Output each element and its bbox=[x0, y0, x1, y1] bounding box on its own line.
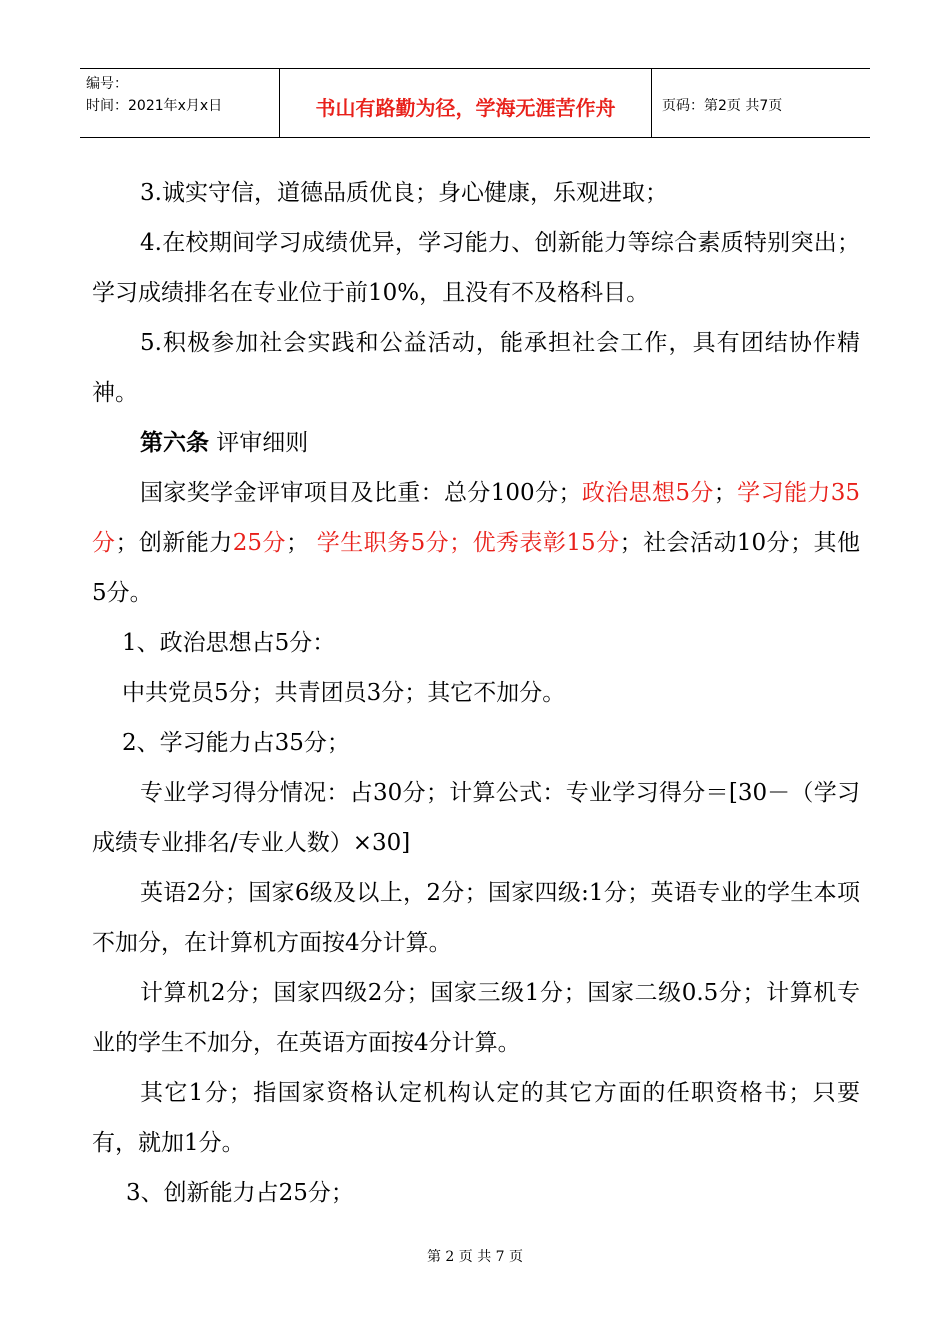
weight-learning: 学习能力35分 bbox=[92, 480, 860, 556]
document-body bbox=[92, 168, 860, 1218]
number-label: 编号： bbox=[86, 76, 128, 92]
weights-intro: 国家奖学金评审项目及比重：总分100分； bbox=[140, 480, 582, 506]
time-label: 时间：2021年x月x日 bbox=[86, 98, 223, 114]
paragraph-computer: 计算机2分；国家四级2分；国家三级1分；国家二级0.5分；计算机专业的学生不加分，在英语方面按4分计算。 bbox=[92, 980, 860, 1056]
paragraph-english: 英语2分；国家6级及以上，2分；国家四级:1分；英语专业的学生本项不加分，在计算机方面按4分计算。 bbox=[92, 880, 860, 956]
paragraph-major-score: 专业学习得分情况：占30分；计算公式：专业学习得分＝[30－（学习成绩专业排名/专业人数）×30] bbox=[92, 780, 860, 856]
paragraph-learning-heading: 2、学习能力占35分； bbox=[122, 730, 350, 756]
weight-innovation: 25分 bbox=[232, 530, 286, 556]
paragraph-politics-detail: 中共党员5分；共青团员3分；其它不加分。 bbox=[122, 680, 566, 706]
weights-sep-1: ； bbox=[713, 480, 737, 506]
page-footer: 第 2 页 共 7 页 bbox=[426, 1249, 524, 1265]
paragraph-innovation-heading: 3、创新能力占25分； bbox=[126, 1180, 354, 1206]
article-subtitle: 评审细则 bbox=[209, 430, 309, 456]
header-page-code: 页码：第2页 共7页 bbox=[662, 98, 783, 114]
paragraph-other-cert: 其它1分；指国家资格认定机构认定的其它方面的任职资格书；只要有，就加1分。 bbox=[92, 1080, 860, 1156]
paragraph-criterion-5: 5.积极参加社会实践和公益活动，能承担社会工作，具有团结协作精神。 bbox=[92, 330, 860, 406]
paragraph-criterion-3: 3.诚实守信，道德品质优良；身心健康，乐观进取； bbox=[140, 180, 668, 206]
weights-innovation-label: ；创新能力 bbox=[115, 530, 233, 556]
weights-rest: ；社会活动10分；其他5分。 bbox=[92, 530, 861, 606]
header-meta bbox=[80, 69, 280, 137]
weight-politics: 政治思想5分 bbox=[581, 480, 714, 506]
page-header bbox=[80, 68, 870, 138]
header-motto: 书山有路勤为径，学海无涯苦作舟 bbox=[280, 69, 652, 137]
paragraph-politics-heading: 1、政治思想占5分： bbox=[122, 630, 336, 656]
paragraph-criterion-4: 4.在校期间学习成绩优异，学习能力、创新能力等综合素质特别突出；学习成绩排名在专业位于前10%，且没有不及格科目。 bbox=[92, 230, 860, 306]
article-title: 第六条 bbox=[140, 429, 209, 456]
paragraph-weights bbox=[92, 468, 860, 618]
weights-sep-2: ； bbox=[285, 530, 317, 556]
article-heading bbox=[92, 418, 860, 468]
weight-position-honor: 学生职务5分；优秀表彰15分 bbox=[316, 530, 620, 556]
